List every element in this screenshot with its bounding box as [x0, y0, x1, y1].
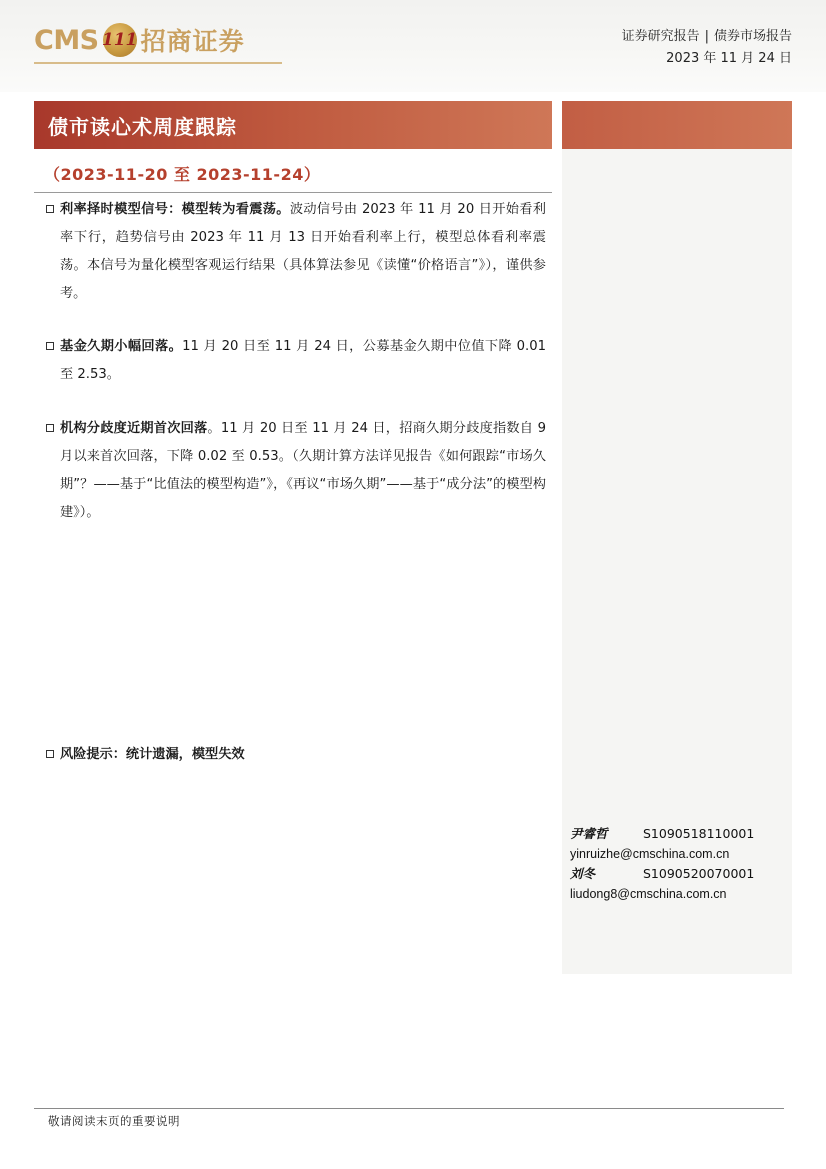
author-license: S1090520070001	[643, 866, 755, 881]
bullet-box-icon	[46, 424, 54, 432]
bullet-lead: 机构分歧度近期首次回落	[60, 421, 208, 436]
author-name: 尹睿哲	[570, 826, 608, 841]
author-name: 刘冬	[570, 866, 596, 881]
bullet-risk	[46, 741, 546, 769]
author-email[interactable]: liudong8@cmschina.com.cn	[570, 887, 727, 901]
bullet-fund-duration	[46, 333, 546, 389]
cms-logo	[34, 22, 245, 58]
header-separator: |	[704, 29, 709, 44]
report-date: 2023 年 11 月 24 日	[666, 51, 792, 66]
bullet-lead: 基金久期小幅回落。	[60, 339, 183, 354]
title-banner	[34, 101, 552, 149]
bullet-lead: 利率择时模型信号：模型转为看震荡。	[60, 202, 290, 217]
footer-note: 敬请阅读末页的重要说明	[48, 1114, 180, 1128]
bullet-text: 。11 月 20 日至 11 月 24 日，招商久期分歧度指数自 9 月以来首次回落，下降 0.02 至 0.53。（久期计算方法详见报告《如何跟踪“市场久期”？——基于“比值法的模型构造”》，《再议“市场久期”——基于“成分法”的模型构建》）。	[60, 421, 547, 520]
footer-divider	[34, 1108, 784, 1109]
header-info	[622, 26, 792, 70]
logo-emblem-icon: 111	[103, 23, 137, 57]
bullet-text: 波动信号由 2023 年 11 月 20 日开始看利率下行，趋势信号由 2023 年 11 月 13 日开始看利率上行，模型总体看利率震荡。本信号为量化模型客观运行结果（具体算法参见《读懂“价格语言”》），谨供参考。	[60, 202, 546, 301]
side-banner	[562, 101, 792, 149]
author-block	[570, 824, 754, 904]
author-license: S1090518110001	[643, 826, 755, 841]
date-range: （2023-11-20 至 2023-11-24）	[44, 165, 321, 184]
bullet-text: 11 月 20 日至 11 月 24 日，公募基金久期中位值下降 0.01 至 2.53。	[60, 339, 546, 382]
page-header	[0, 0, 826, 92]
bullet-divergence	[46, 415, 546, 527]
bullet-lead: 风险提示：统计遗漏，模型失效	[60, 747, 245, 762]
bullet-box-icon	[46, 750, 54, 758]
author-row	[570, 864, 754, 884]
author-row	[570, 824, 754, 844]
logo-chinese-text: 招商证券	[140, 27, 245, 56]
author-email[interactable]: yinruizhe@cmschina.com.cn	[570, 847, 730, 861]
report-category: 债券市场报告	[713, 29, 792, 44]
page-title: 债市读心术周度跟踪	[48, 114, 237, 139]
bullet-rate-timing	[46, 196, 546, 308]
bullet-box-icon	[46, 342, 54, 350]
date-divider	[34, 192, 552, 193]
bullet-box-icon	[46, 205, 54, 213]
logo-underline	[34, 62, 282, 64]
report-type: 证券研究报告	[621, 29, 700, 44]
logo-cms-text: CMS	[34, 24, 99, 56]
